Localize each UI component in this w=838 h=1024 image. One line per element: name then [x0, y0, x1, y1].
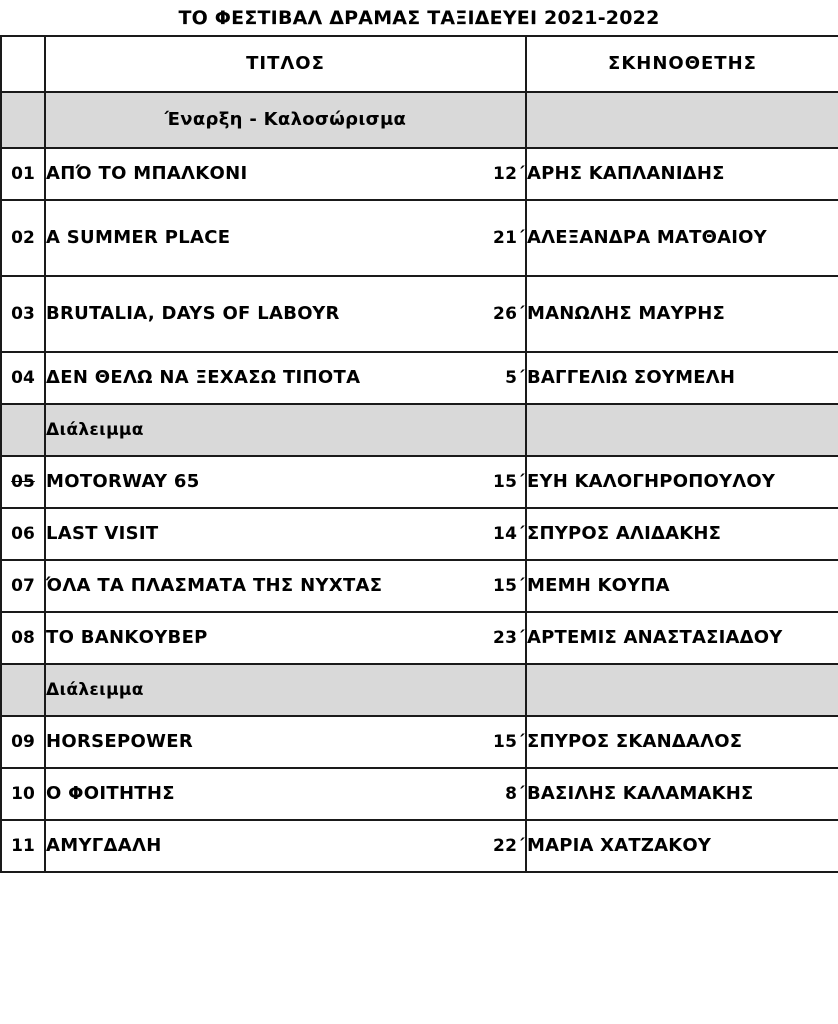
row-director-cell	[526, 148, 838, 200]
row-director-text: ΑΡΤΕΜΙΣ ΑΝΑΣΤΑΣΙΑΔΟΥ	[527, 627, 783, 649]
row-title-text: A SUMMER PLACE	[46, 227, 231, 249]
table-row	[1, 200, 838, 276]
row-number-text: 01	[11, 163, 35, 184]
row-director-cell	[526, 612, 838, 664]
row-number	[1, 92, 45, 148]
table-row-break	[1, 664, 838, 716]
row-number-text: 09	[11, 731, 35, 752]
header-title: ΤΙΤΛΟΣ	[45, 36, 526, 92]
row-number	[1, 404, 45, 456]
row-number-text: 07	[11, 575, 35, 596]
row-number	[1, 716, 45, 768]
table-row	[1, 508, 838, 560]
row-director-cell	[526, 200, 838, 276]
row-title-text: BRUTALIA, DAYS OF LABOYR	[46, 303, 340, 325]
row-duration-text: 12΄	[492, 163, 525, 184]
row-title-cell	[45, 664, 526, 716]
row-title-wrap	[46, 367, 525, 388]
row-director-cell	[526, 92, 838, 148]
row-title-cell	[45, 352, 526, 404]
row-number	[1, 768, 45, 820]
row-title-cell	[45, 716, 526, 768]
row-title-wrap	[46, 627, 525, 648]
row-title-cell	[45, 276, 526, 352]
row-duration-text: 8΄	[505, 783, 525, 804]
row-duration-text: 22΄	[492, 835, 525, 856]
table-header-row	[1, 36, 838, 92]
row-director-text: ΕΥΗ ΚΑΛΟΓΗΡΟΠΟΥΛΟΥ	[527, 471, 776, 493]
row-number-text: 04	[11, 367, 35, 388]
row-title-cell	[45, 560, 526, 612]
table-row	[1, 148, 838, 200]
row-title-wrap	[46, 731, 525, 752]
schedule-table	[0, 35, 838, 873]
row-director-cell	[526, 716, 838, 768]
row-director-cell	[526, 560, 838, 612]
table-row	[1, 352, 838, 404]
row-title-cell	[45, 820, 526, 872]
table-row	[1, 716, 838, 768]
row-title-text: ΑΠΌ ΤΟ ΜΠΑΛΚΟΝΙ	[46, 163, 248, 185]
row-title-text: ΔΕΝ ΘΕΛΩ ΝΑ ΞΕΧΑΣΩ ΤΙΠΟΤΑ	[46, 367, 361, 389]
row-director-text: ΒΑΓΓΕΛΙΩ ΣΟΥΜΕΛΗ	[527, 367, 736, 389]
row-title-text: MOTORWAY 65	[46, 471, 200, 493]
row-number	[1, 276, 45, 352]
row-director-cell	[526, 404, 838, 456]
row-title-cell	[45, 456, 526, 508]
table-row	[1, 768, 838, 820]
row-title-wrap	[46, 303, 525, 324]
row-number-text: 11	[11, 835, 35, 856]
row-title-text: Ο ΦΟΙΤΗΤΗΣ	[46, 783, 175, 805]
schedule-table-body	[1, 36, 838, 872]
table-row	[1, 276, 838, 352]
row-director-text: ΜΕΜΗ ΚΟΥΠΑ	[527, 575, 670, 597]
row-director-text: ΣΠΥΡΟΣ ΑΛΙΔΑΚΗΣ	[527, 523, 722, 545]
row-title-cell	[45, 612, 526, 664]
table-row	[1, 612, 838, 664]
row-number-text: 03	[11, 303, 35, 324]
row-title-text: Διάλειμμα	[46, 679, 144, 700]
row-title-wrap	[46, 420, 525, 440]
row-director-cell	[526, 508, 838, 560]
row-duration-text: 14΄	[492, 523, 525, 544]
table-row-break	[1, 92, 838, 148]
row-director-cell	[526, 664, 838, 716]
row-number	[1, 820, 45, 872]
row-title-text: LAST VISIT	[46, 523, 159, 545]
row-duration-text: 15΄	[492, 471, 525, 492]
row-director-text: ΜΑΝΩΛΗΣ ΜΑΥΡΗΣ	[527, 303, 725, 325]
row-title-wrap	[46, 575, 525, 596]
row-title-text: ΤΟ ΒΑΝΚΟΥΒΕΡ	[46, 627, 208, 649]
row-director-text: ΑΛΕΞΑΝΔΡΑ ΜΑΤΘΑΙΟΥ	[527, 227, 767, 249]
row-number-text: 06	[11, 523, 35, 544]
row-number	[1, 560, 45, 612]
table-row	[1, 820, 838, 872]
header-number	[1, 36, 45, 92]
row-number	[1, 456, 45, 508]
page-title: ΤΟ ΦΕΣΤΙΒΑΛ ΔΡΑΜΑΣ ΤΑΞΙΔΕΥΕΙ 2021-2022	[178, 7, 660, 29]
row-director-cell	[526, 768, 838, 820]
header-director: ΣΚΗΝΟΘΕΤΗΣ	[526, 36, 838, 92]
row-title-wrap	[46, 680, 525, 700]
row-director-text: ΑΡΗΣ ΚΑΠΛΑΝΙΔΗΣ	[527, 163, 725, 185]
row-title-cell	[45, 404, 526, 456]
row-duration-text: 15΄	[492, 575, 525, 596]
row-number-text: 05	[11, 471, 35, 492]
row-duration-text: 21΄	[492, 227, 525, 248]
row-duration-text: 5΄	[505, 367, 525, 388]
row-number-text: 02	[11, 227, 35, 248]
table-row	[1, 560, 838, 612]
row-title-wrap	[46, 835, 525, 856]
row-number	[1, 200, 45, 276]
row-title-wrap	[46, 471, 525, 492]
row-director-cell	[526, 456, 838, 508]
row-number	[1, 508, 45, 560]
row-title-text: Διάλειμμα	[46, 419, 144, 440]
row-number	[1, 664, 45, 716]
row-title-text: Έναρξη - Καλοσώρισμα	[164, 109, 407, 131]
row-number-text: 10	[11, 783, 35, 804]
row-title-text: ΌΛΑ ΤΑ ΠΛΑΣΜΑΤΑ ΤΗΣ ΝΥΧΤΑΣ	[46, 575, 383, 597]
row-director-cell	[526, 276, 838, 352]
table-row-break	[1, 404, 838, 456]
row-number	[1, 612, 45, 664]
row-title-text: HORSEPOWER	[46, 731, 193, 753]
row-director-text: ΜΑΡΙΑ ΧΑΤΖΑΚΟΥ	[527, 835, 712, 857]
row-number	[1, 148, 45, 200]
row-title-text: ΑΜΥΓΔΑΛΗ	[46, 835, 162, 857]
row-title-cell	[45, 768, 526, 820]
row-director-cell	[526, 820, 838, 872]
row-title-cell	[45, 508, 526, 560]
row-director-cell	[526, 352, 838, 404]
row-director-text: ΒΑΣΙΛΗΣ ΚΑΛΑΜΑΚΗΣ	[527, 783, 754, 805]
row-title-cell	[45, 200, 526, 276]
row-director-text: ΣΠΥΡΟΣ ΣΚΑΝΔΑΛΟΣ	[527, 731, 743, 753]
row-number	[1, 352, 45, 404]
row-title-wrap	[46, 523, 525, 544]
row-number-text: 08	[11, 627, 35, 648]
row-title-wrap	[46, 163, 525, 184]
row-duration-text: 15΄	[492, 731, 525, 752]
row-title-cell	[45, 148, 526, 200]
table-row	[1, 456, 838, 508]
row-title-wrap	[46, 783, 525, 804]
row-title-cell	[45, 92, 526, 148]
row-title-wrap	[46, 227, 525, 248]
row-duration-text: 23΄	[492, 627, 525, 648]
row-duration-text: 26΄	[492, 303, 525, 324]
